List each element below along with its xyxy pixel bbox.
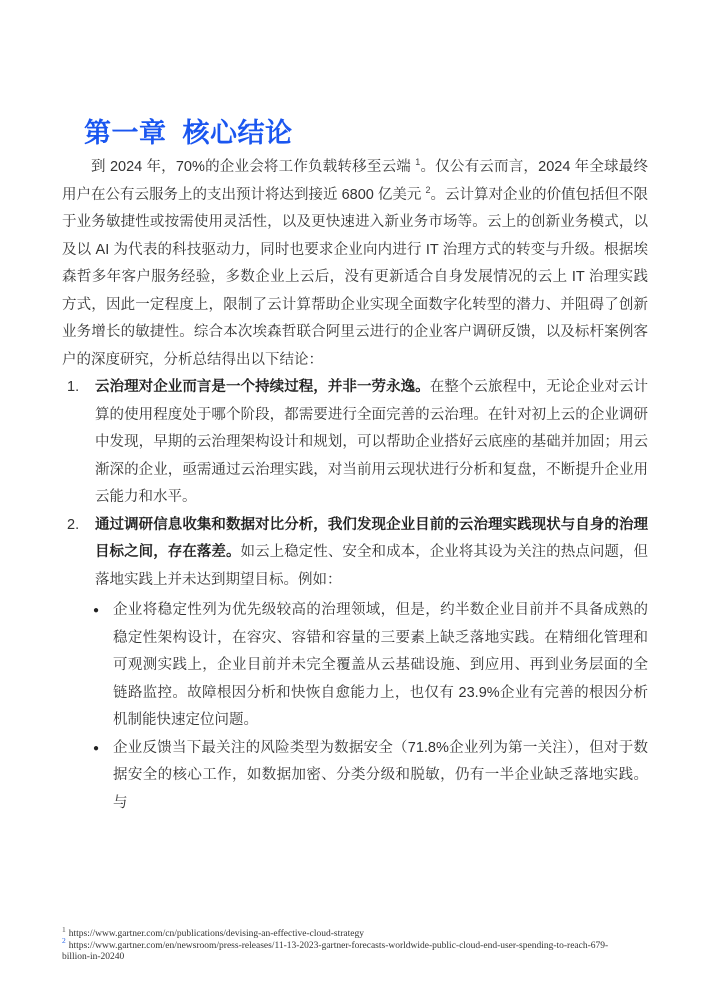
bullet-icon: ● — [93, 742, 100, 754]
intro-paragraph — [62, 154, 648, 374]
conclusion-body-1 — [95, 374, 648, 512]
intro-text-3: 。云计算对企业的价值包括但不限于业务敏捷性或按需使用灵活性，以及更快速进入新业务市场等。云上的创新业务模式，以及以 AI 为代表的科技驱动力，同时也要求企业向内进行 IT 治理方式的转变与升级。根据埃森哲多年客户服务经验，多数企业上云后，没有更新适合自身发展情况的云上 IT 治理实践方式，因此一定程度上，限制了云计算帮助企业实现全面数字化转型的潜力、并阻碍了创新业务增长的敏捷性。综合本次埃森哲联合阿里云进行的企业客户调研反馈，以及标杆案例客户的深度研究，分析总结得出以下结论： — [62, 186, 649, 368]
bullet-text-stability: 企业将稳定性列为优先级较高的治理领域，但是，约半数企业目前并不具备成熟的稳定性架构设计，在容灾、容错和容量的三要素上缺乏落地实践。在精细化管理和可观测实践上，企业目前并未完全覆盖从云基础设施、到应用、再到业务层面的全链路监控。故障根因分析和快恢自愈能力上，也仅有 23.9%企业有完善的根因分析机制能快速定位问题。 — [113, 602, 648, 728]
footnote-1 — [62, 924, 610, 941]
footnote-marker-2: 2 — [62, 936, 66, 946]
conclusion-lead-1: 云治理对企业而言是一个持续过程，并非一劳永逸。 — [95, 379, 430, 395]
conclusion-item-1 — [62, 374, 648, 512]
footnote-2 — [62, 936, 610, 964]
conclusion-lead-2: 通过调研信息收集和数据对比分析，我们发现企业目前的云治理实践现状与自身的治理目标之间，存在落差。 — [95, 516, 648, 560]
conclusion-number-2: 2. — [67, 516, 80, 533]
footnotes-section — [62, 924, 610, 964]
chapter-title: 第一章 核心结论 — [84, 118, 293, 149]
bullet-item-stability — [93, 597, 648, 735]
footnote-ref-2: 2 — [425, 184, 431, 195]
conclusion-item-2 — [62, 512, 648, 595]
footnote-url-1[interactable]: https://www.gartner.com/cn/publications/devising-an-effective-cloud-strategy — [68, 929, 364, 939]
footnote-url-2[interactable]: https://www.gartner.com/en/newsroom/press-releases/11-13-2023-gartner-forecasts-worldwide-public-cloud-end-user-spending-to-reach-679-billion-in-20240 — [62, 940, 609, 962]
footnote-ref-1: 1 — [415, 157, 421, 168]
conclusion-body-2 — [95, 512, 648, 595]
bullet-text-security: 企业反馈当下最关注的风险类型为数据安全（71.8%企业列为第一关注），但对于数据安全的核心工作，如数据加密、分类分级和脱敏，仍有一半企业缺乏落地实践。与 — [113, 739, 648, 811]
footnote-marker-1: 1 — [62, 924, 66, 934]
intro-text-1: 到 2024 年，70%的企业会将工作负载转移至云端 — [91, 159, 416, 175]
document-body — [62, 154, 648, 817]
example-bullet-list — [62, 597, 648, 817]
bullet-icon: ● — [93, 605, 100, 616]
conclusion-number-1: 1. — [67, 379, 80, 395]
conclusion-text-1: 在整个云旅程中，无论企业对云计算的使用程度处于哪个阶段，都需要进行全面完善的云治理。在针对初上云的企业调研中发现，早期的云治理架构设计和规划，可以帮助企业搭好云底座的基础并加固；用云渐深的企业，亟需通过云治理实践，对当前用云现状进行分析和复盘，不断提升企业用云能力和水平。 — [95, 379, 649, 505]
intro-text-2: 。仅公有云而言，2024 年全球最终用户在公有云服务上的支出预计将达到接近 6800 亿美元 — [62, 159, 648, 203]
conclusion-text-2: 如云上稳定性、安全和成本，企业将其设为关注的热点问题，但落地实践上并未达到期望目标。例如： — [95, 544, 649, 588]
bullet-item-security — [93, 735, 648, 818]
